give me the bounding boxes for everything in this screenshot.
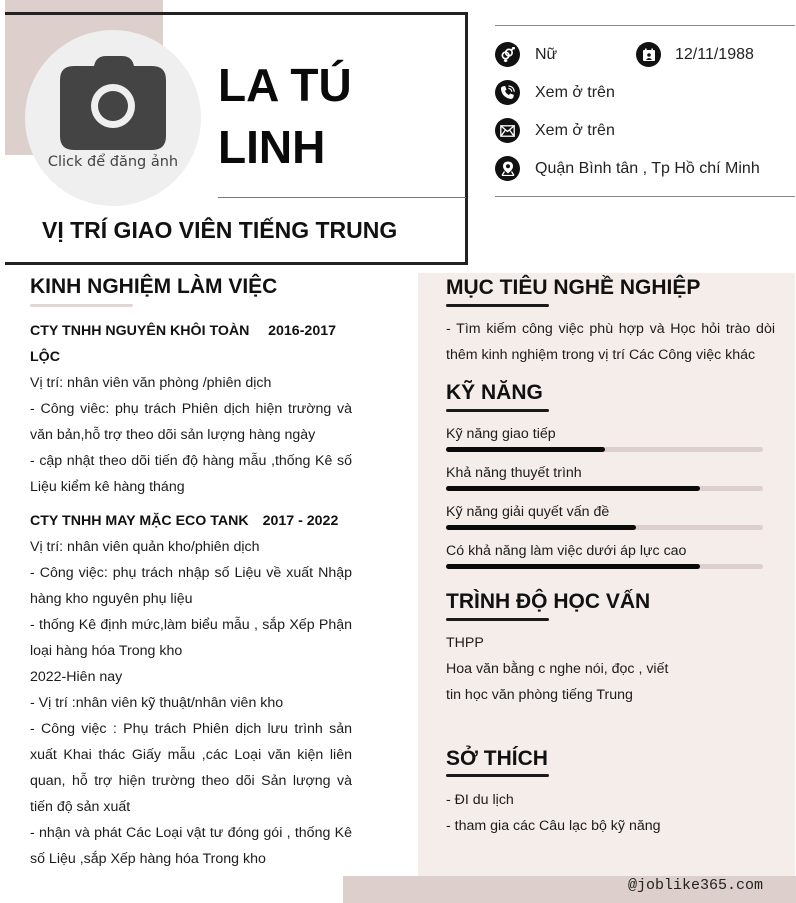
objective-title: MỤC TIÊU NGHỀ NGHIỆP — [446, 276, 701, 299]
location-icon — [495, 156, 520, 181]
name-line-1: LA TÚ — [218, 59, 352, 111]
email-value: Xem ở trên — [535, 121, 615, 139]
job-line: - Công việc : Phụ trách Phiên dịch lưu trình sản xuất Khai thác Giấy mẫu ,các Loại văn kiện liên quan, hỗ trợ hiện trường theo dõi Sản lượng và tiến độ sản xuất — [30, 721, 352, 815]
divider — [495, 25, 795, 26]
job-line: Vị trí: nhân viên văn phòng /phiên dịch — [30, 375, 272, 391]
skill-bar-fill — [446, 564, 700, 569]
phone-value: Xem ở trên — [535, 83, 615, 101]
job-line: - cập nhật theo dõi tiến độ hàng mẫu ,thống Kê số Liệu kiểm kê hàng tháng — [30, 453, 352, 495]
hobby-item: - tham gia các Câu lạc bộ kỹ năng — [446, 818, 661, 834]
footer-bar — [343, 876, 796, 903]
photo-upload[interactable] — [25, 30, 201, 206]
mail-icon — [495, 118, 520, 143]
title-underline — [446, 774, 549, 777]
job-title: VỊ TRÍ GIAO VIÊN TIẾNG TRUNG — [42, 217, 398, 243]
job-line: 2022-Hiên nay — [30, 669, 123, 685]
skill-label: Kỹ năng giải quyết vấn đề — [446, 504, 610, 520]
birthday-value: 12/11/1988 — [675, 45, 754, 63]
job-period: 2017 - 2022 — [262, 513, 339, 529]
education-line: tin học văn phòng tiếng Trung — [446, 687, 633, 703]
contact-address — [495, 156, 760, 181]
objective-text: - Tìm kiếm công việc phù hợp và Học hỏi trào dòi thêm kinh nghiệm trong vị trí Các Công việc khác — [446, 321, 775, 363]
education-line: Hoa văn bằng c nghe nói, đọc , viết — [446, 661, 669, 677]
name-line-2: LINH — [218, 121, 326, 173]
divider — [495, 196, 795, 197]
job-line: - Công viêc: phụ trách Phiên dịch hiện trường và văn bản,hỗ trợ theo dõi sản lượng hàng ngày — [30, 401, 352, 443]
title-underline — [446, 618, 549, 621]
phone-icon — [495, 80, 520, 105]
experience-title: KINH NGHIỆM LÀM VIỆC — [30, 275, 278, 298]
camera-icon — [60, 54, 166, 150]
job-line: - thống Kê định mức,làm biểu mẫu , sắp Xếp Phận loại hàng hóa Trong kho — [30, 617, 352, 659]
skill-bar — [446, 447, 763, 452]
skill-bar-fill — [446, 525, 636, 530]
skill-bar-fill — [446, 447, 605, 452]
skill-bar — [446, 564, 763, 569]
skill-label: Khả năng thuyết trình — [446, 465, 582, 481]
skill-bar — [446, 525, 763, 530]
job-line: Vị trí: nhân viên quản kho/phiên dịch — [30, 539, 260, 555]
contact-gender — [495, 42, 557, 67]
education-line: THPP — [446, 635, 484, 651]
skill-label: Kỹ năng giao tiếp — [446, 426, 556, 442]
gender-icon — [495, 42, 520, 67]
contact-birthday — [636, 42, 754, 67]
job-line: - Công việc: phụ trách nhập số Liệu về xuất Nhập hàng kho nguyên phụ liệu — [30, 565, 352, 607]
job-header — [30, 318, 352, 344]
job-header — [30, 508, 352, 534]
address-value: Quận Bình tân , Tp Hồ chí Minh — [535, 159, 760, 177]
job-line: - Vị trí :nhân viên kỹ thuật/nhân viên kho — [30, 695, 284, 711]
photo-caption: Click để đăng ảnh — [47, 154, 179, 170]
skill-label: Có khả năng làm việc dưới áp lực cao — [446, 543, 687, 559]
skills-title: KỸ NĂNG — [446, 381, 543, 404]
title-underline — [446, 304, 549, 307]
company-name: CTY TNHH MAY MẶC ECO TANK — [30, 513, 249, 529]
company-name: CTY TNHH NGUYÊN KHÔI TOÀN — [30, 323, 250, 339]
skill-bar — [446, 486, 763, 491]
job-entry — [30, 508, 352, 872]
divider — [218, 197, 466, 198]
title-underline — [30, 304, 133, 307]
job-entry — [30, 318, 352, 500]
hobby-item: - ĐI du lịch — [446, 792, 514, 808]
job-period: 2016-2017 — [268, 323, 336, 339]
skill-bar-fill — [446, 486, 700, 491]
job-line: - nhận và phát Các Loại vật tư đóng gói , thống Kê số Liệu ,sắp Xếp hàng hóa Trong kho — [30, 825, 352, 867]
education-title: TRÌNH ĐỘ HỌC VẤN — [446, 590, 651, 613]
hobbies-title: SỞ THÍCH — [446, 747, 548, 770]
gender-value: Nữ — [535, 45, 558, 63]
experience-section — [30, 318, 352, 872]
candidate-name — [218, 54, 458, 178]
contact-email — [495, 118, 615, 143]
watermark: @joblike365.com — [627, 877, 763, 894]
calendar-icon — [636, 42, 661, 67]
company-name-cont: LỘC — [30, 349, 60, 365]
title-underline — [446, 409, 549, 412]
contact-phone — [495, 80, 615, 105]
